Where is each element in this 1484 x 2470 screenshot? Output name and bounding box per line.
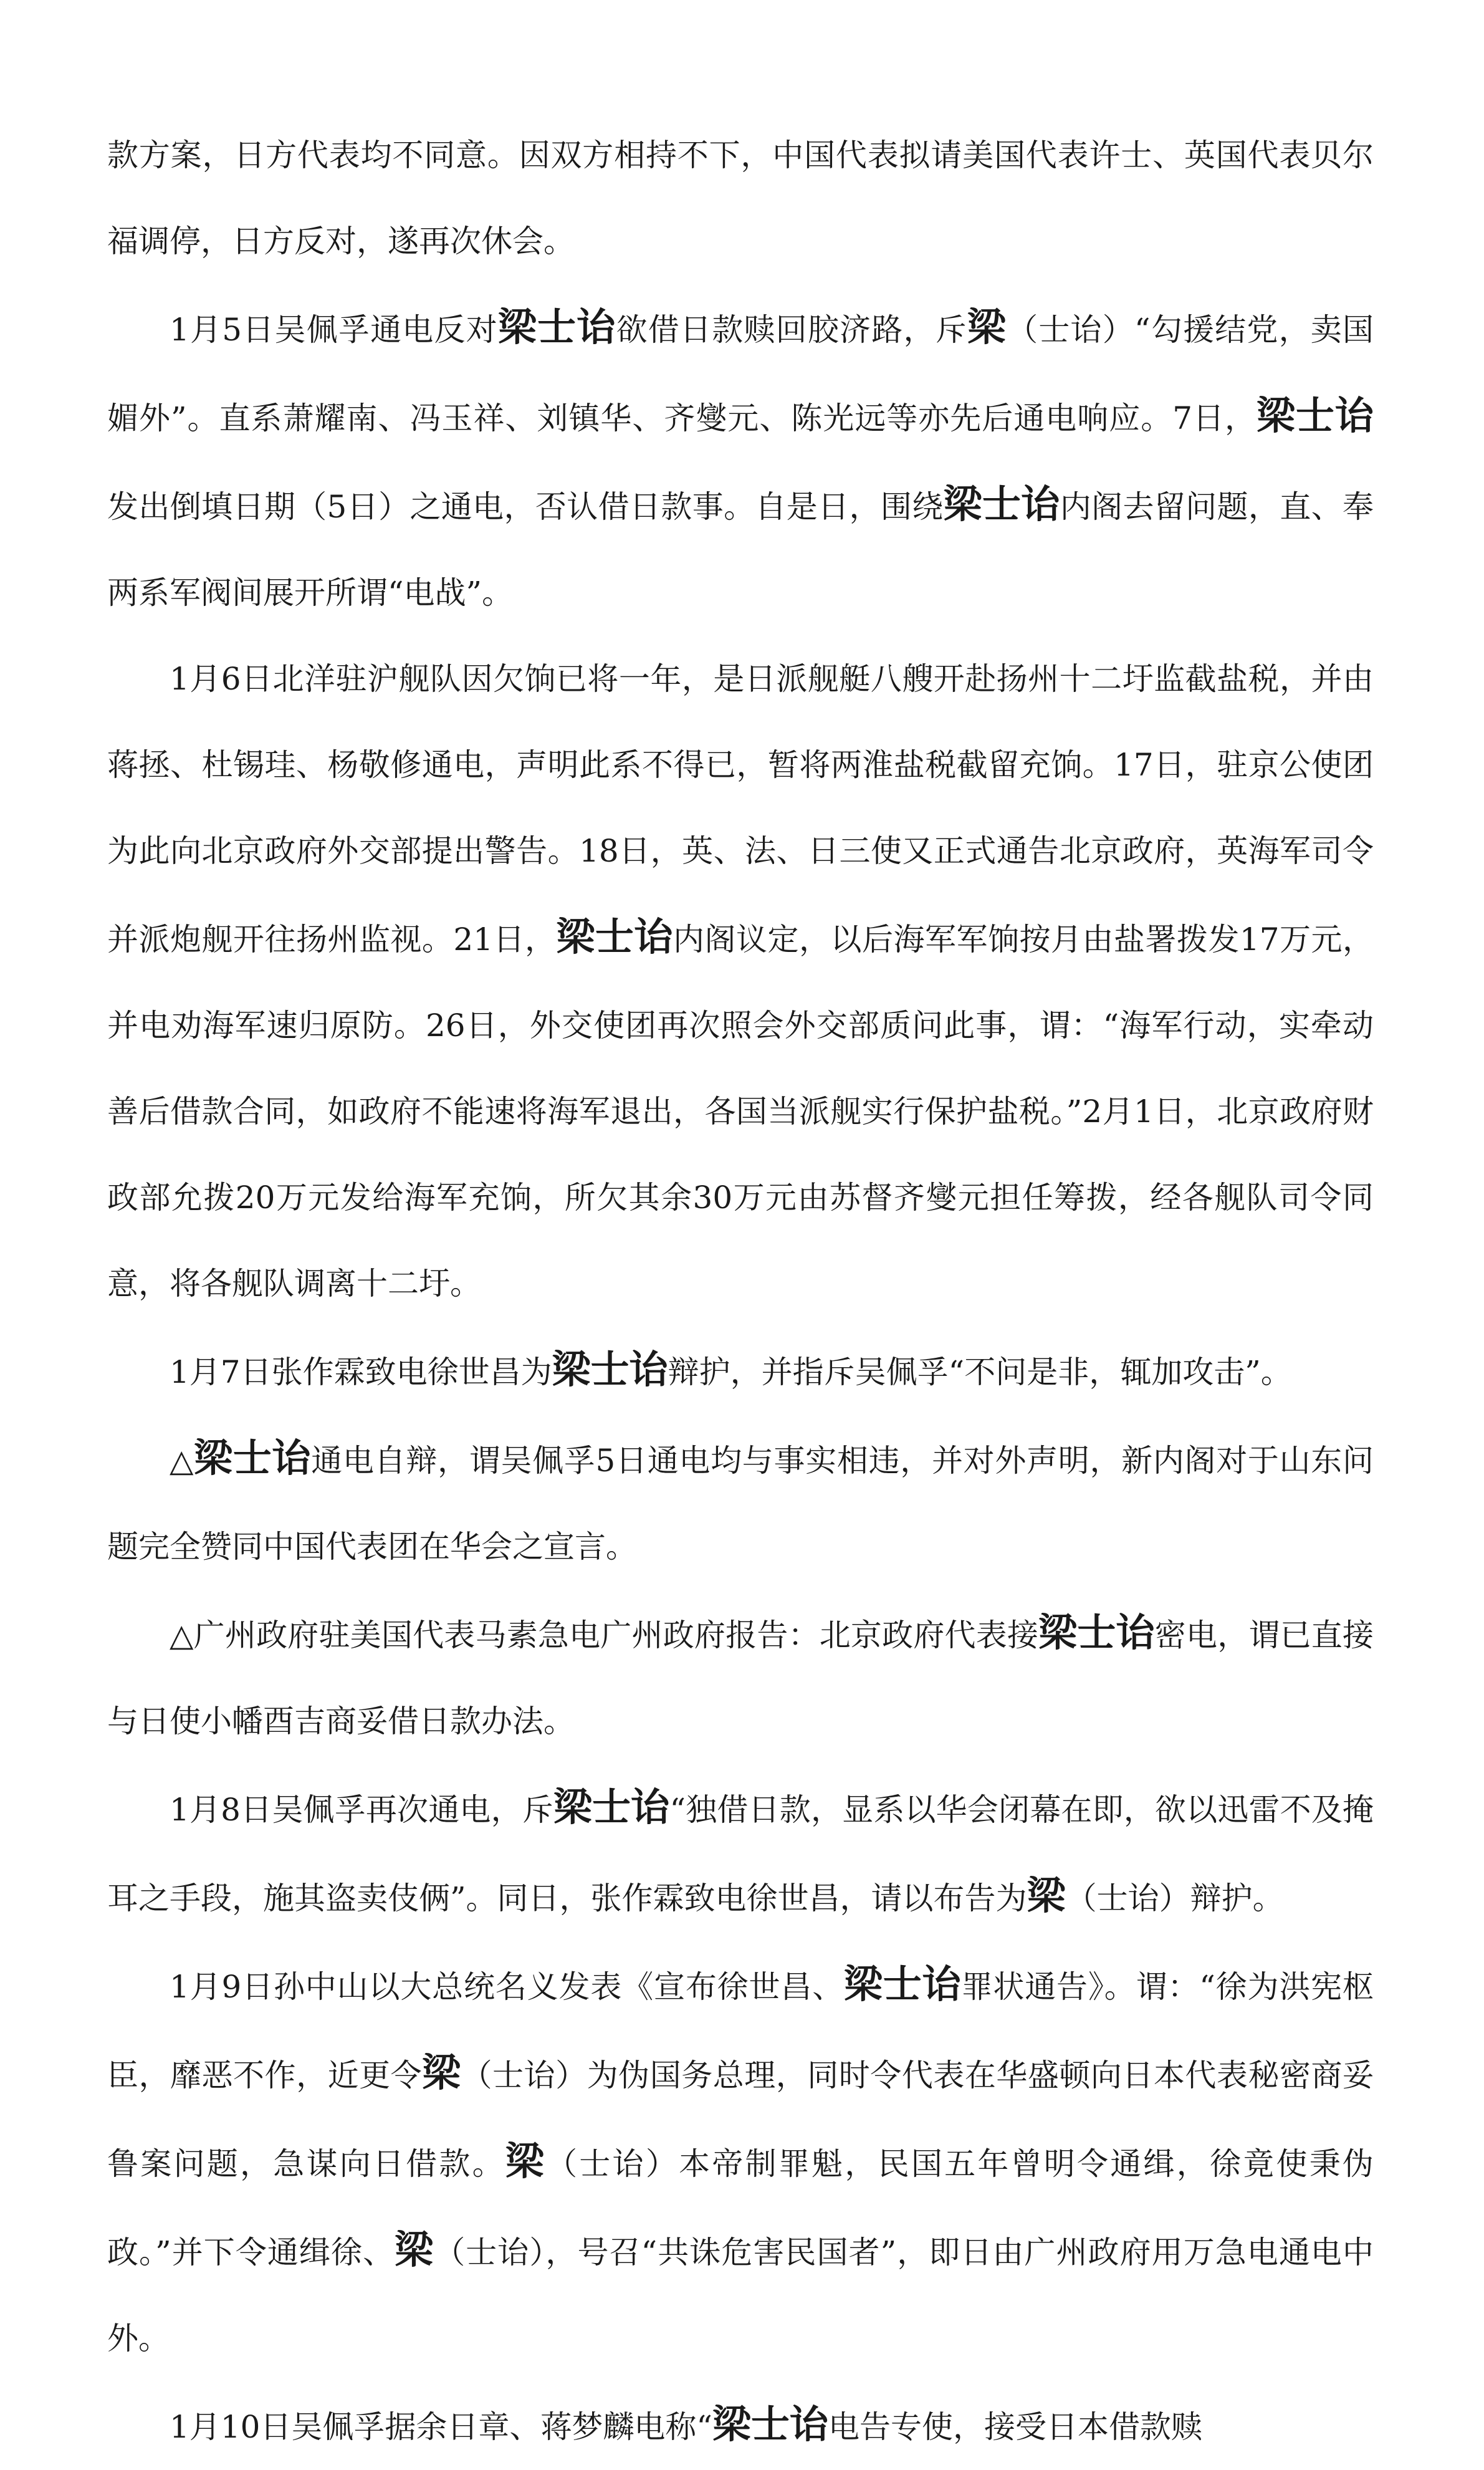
text-run: 电告专使，接受日本借款赎 <box>828 2409 1203 2445</box>
paragraph <box>107 1941 1374 2381</box>
highlighted-name: 梁 <box>422 2050 461 2095</box>
highlighted-name: 梁士诒 <box>943 481 1060 527</box>
text-run: 内阁去留问题，直、奉两系军阀间展开所谓“电战”。 <box>107 489 1374 611</box>
text-run: （士诒）本帝制罪魁，民国五年曾明令通缉，徐竟使秉伪政。”并下令通缉徐、 <box>107 2146 1374 2271</box>
text-run: △广州政府驻美国代表马素急电广州政府报告：北京政府代表接 <box>170 1617 1039 1653</box>
text-run: 密电，谓已直接与日使小幡酉吉商妥借日款办法。 <box>107 1617 1374 1739</box>
text-run: （士诒）辩护。 <box>1065 1880 1284 1916</box>
text-run: 内阁议定，以后海军军饷按月由盐署拨发17万元，并电劝海军速归原防。26日，外交使团再次照会外交部质问此事，谓：“海军行动，实牵动善后借款合同，如政府不能速将海军退出，各国当派舰实行保护盐税。”2月1日，北京政府财政部允拨20万元发给海军充饷，所欠其余30万元由苏督齐燮元担任筹拨，经各舰队司令同意，将各舰队调离十二圩。 <box>107 921 1374 1302</box>
highlighted-name: 梁士诒 <box>556 914 674 959</box>
highlighted-name: 梁 <box>505 2138 547 2184</box>
paragraph <box>107 1415 1374 1590</box>
paragraph <box>107 1764 1374 1941</box>
text-run: （士诒）“勾援结党，卖国媚外”。直系萧耀南、冯玉祥、刘镇华、齐燮元、陈光远等亦先后通电响应。7日， <box>107 312 1374 436</box>
paragraph <box>107 284 1374 636</box>
highlighted-name: 梁士诒 <box>194 1435 312 1481</box>
text-run: 1月5日吴佩孚通电反对 <box>170 312 498 348</box>
document-body <box>107 112 1374 2470</box>
highlighted-name: 梁士诒 <box>497 304 616 350</box>
text-run: 1月7日张作霖致电徐世昌为 <box>170 1354 552 1390</box>
highlighted-name: 梁士诒 <box>553 1784 670 1830</box>
text-run: “独借日款，显系以华会闭幕在即，欲以迅雷不及掩耳之手段，施其盗卖伎俩”。同日，张作霖致电徐世昌，请以布告为 <box>107 1792 1374 1916</box>
highlighted-name: 梁士诒 <box>1257 393 1374 438</box>
text-run: 辩护，并指斥吴佩孚“不问是非，辄加攻击”。 <box>668 1354 1292 1390</box>
text-run: 1月10日吴佩孚据余日章、蒋梦麟电称“ <box>170 2409 712 2445</box>
highlighted-name: 梁 <box>395 2227 434 2272</box>
paragraph <box>107 2381 1374 2470</box>
highlighted-name: 梁士诒 <box>1038 1610 1155 1655</box>
text-run: 1月9日孙中山以大总统名义发表《宣布徐世昌、 <box>170 1969 845 2005</box>
highlighted-name: 梁士诒 <box>712 2401 829 2447</box>
text-run: 欲借日款赎回胶济路，斥 <box>616 312 967 348</box>
text-run: 款方案，日方代表均不同意。因双方相持不下，中国代表拟请美国代表许士、英国代表贝尔福调停，日方反对，遂再次休会。 <box>107 137 1374 259</box>
paragraph <box>107 1590 1374 1764</box>
text-run: 发出倒填日期（5日）之通电，否认借日款事。自是日，围绕 <box>107 489 944 525</box>
text-run: 1月8日吴佩孚再次通电，斥 <box>170 1792 553 1828</box>
highlighted-name: 梁 <box>967 304 1007 350</box>
paragraph <box>107 112 1374 284</box>
highlighted-name: 梁 <box>1027 1873 1066 1918</box>
text-run: 1月6日北洋驻沪舰队因欠饷已将一年，是日派舰艇八艘开赴扬州十二圩监截盐税，并由蒋拯、杜锡珪、杨敬修通电，声明此系不得已，暂将两淮盐税截留充饷。17日，驻京公使团为此向北京政府外交部提出警告。18日，英、法、日三使又正式通告北京政府，英海军司令并派炮舰开往扬州监视。21日， <box>107 661 1374 958</box>
highlighted-name: 梁士诒 <box>844 1961 962 2007</box>
text-run: 罪状通告》。谓：“徐为洪宪枢臣，靡恶不作，近更令 <box>107 1969 1374 2093</box>
text-run: （士诒），号召“共诛危害民国者”，即日由广州政府用万急电通电中外。 <box>107 2234 1374 2357</box>
text-run: （士诒）为伪国务总理，同时令代表在华盛顿向日本代表秘密商妥鲁案问题，急谋向日借款。 <box>107 2057 1374 2182</box>
text-run: 通电自辩，谓吴佩孚5日通电均与事实相违，并对外声明，新内阁对于山东问题完全赞同中国代表团在华会之宣言。 <box>107 1443 1374 1565</box>
text-run: △ <box>170 1443 194 1479</box>
paragraph <box>107 636 1374 1327</box>
highlighted-name: 梁士诒 <box>552 1347 668 1392</box>
paragraph <box>107 1327 1374 1415</box>
